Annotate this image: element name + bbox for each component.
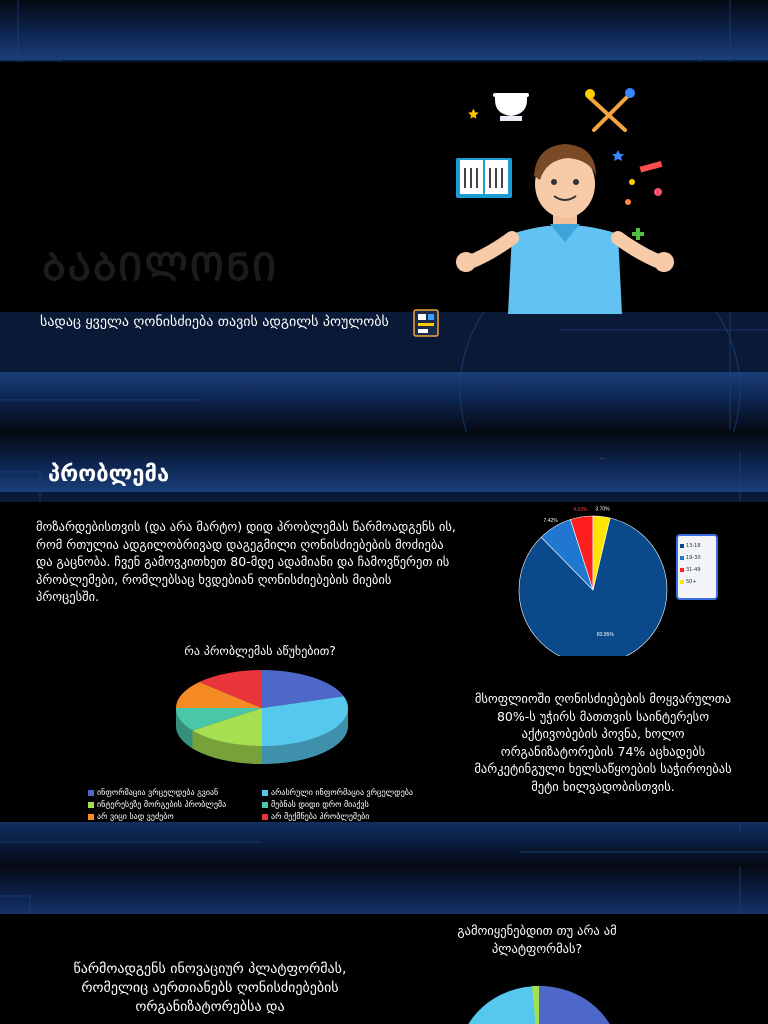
pie-value-label: 83.95%: [596, 632, 614, 639]
statistics-text: მსოფლიოში ღონისძიებების მოყვარულთა 80%-ს უჭირს მათთვის საინტერესო აქტივობების პოვნა, ხოლო ორგანიზატორების 74% აცხადებს მარკეტინგული ხელსაწყოების საჭიროებას მეტი ხილვადობისთვის.: [474, 691, 732, 794]
age-legend: [676, 534, 718, 600]
bowl-icon: [493, 93, 529, 121]
event-board-icon: [412, 308, 440, 338]
problems-pie-chart: [170, 668, 354, 780]
solution-description: წარმოადგენს ინოვაციურ პლატფორმას, რომელიც აერთიანებს ღონისძიებების ორგანიზატორებსა და: [73, 961, 347, 1015]
pie-value-label: 3.70%: [595, 506, 610, 513]
slide-title: პრობლემა: [48, 462, 170, 487]
usage-pie-chart-partial: [454, 986, 624, 1024]
tiny-text: ...: [600, 454, 606, 461]
age-pie-chart: [500, 486, 684, 656]
paint-brushes-icon: [585, 88, 635, 130]
slide-solution: [0, 866, 768, 1024]
ghost-title: ᲑᲐᲑᲘᲚᲝᲜᲘ: [42, 245, 279, 289]
legend-item-50-plus: 50+: [680, 576, 714, 588]
legend-item: არ ვიცი სად ვეძებო: [88, 812, 258, 821]
legend-item: არასრული ინფორმაცია ვრცელდება: [262, 788, 462, 797]
legend-item: მებნას დიდი დრო მიაქვს: [262, 800, 462, 809]
pie-value-label: 4.93%: [573, 506, 588, 513]
legend-item: ინტერესეზე მორგების პრობლემა: [88, 800, 258, 809]
problems-chart-title: რა პრობლემას აწუხებით?: [184, 644, 336, 658]
problem-description: მოზარდებისთვის (და არა მარტო) დიდ პრობლემას წარმოადგენს ის, რომ რთულია ადგილობრივად დაგეგმილი ღონისძიებების მოძიება და გაცნობა. ჩვენ გამოვკითხეთ 80-მდე ადამიანი და ჩამოვწერეთ ის პრობლემები, რომლებსაც ხვდებიან ღონისძიებების მიების პროცესში.: [36, 519, 456, 604]
legend-item-19-30: 19-30: [680, 552, 714, 564]
book-icon: [456, 158, 512, 198]
person-illustration: [450, 84, 686, 314]
legend-item-31-49: 31-49: [680, 564, 714, 576]
slide-problem: [0, 432, 768, 866]
usage-question: გამოიყენებდით თუ არა ამ პლატფორმას?: [457, 923, 617, 956]
tagline: სადაც ყველა ღონისძიება თავის ადგილს პოულობს: [40, 314, 389, 330]
slide-intro: [0, 0, 768, 432]
problems-legend: [88, 788, 468, 821]
legend-item: არ მექმნება პრობლემები: [262, 812, 462, 821]
legend-item-13-18: 13-18: [680, 540, 714, 552]
legend-item: ინფორმაცია ვრცელდება გვიან: [88, 788, 258, 797]
pie-value-label: 7.42%: [543, 517, 558, 524]
